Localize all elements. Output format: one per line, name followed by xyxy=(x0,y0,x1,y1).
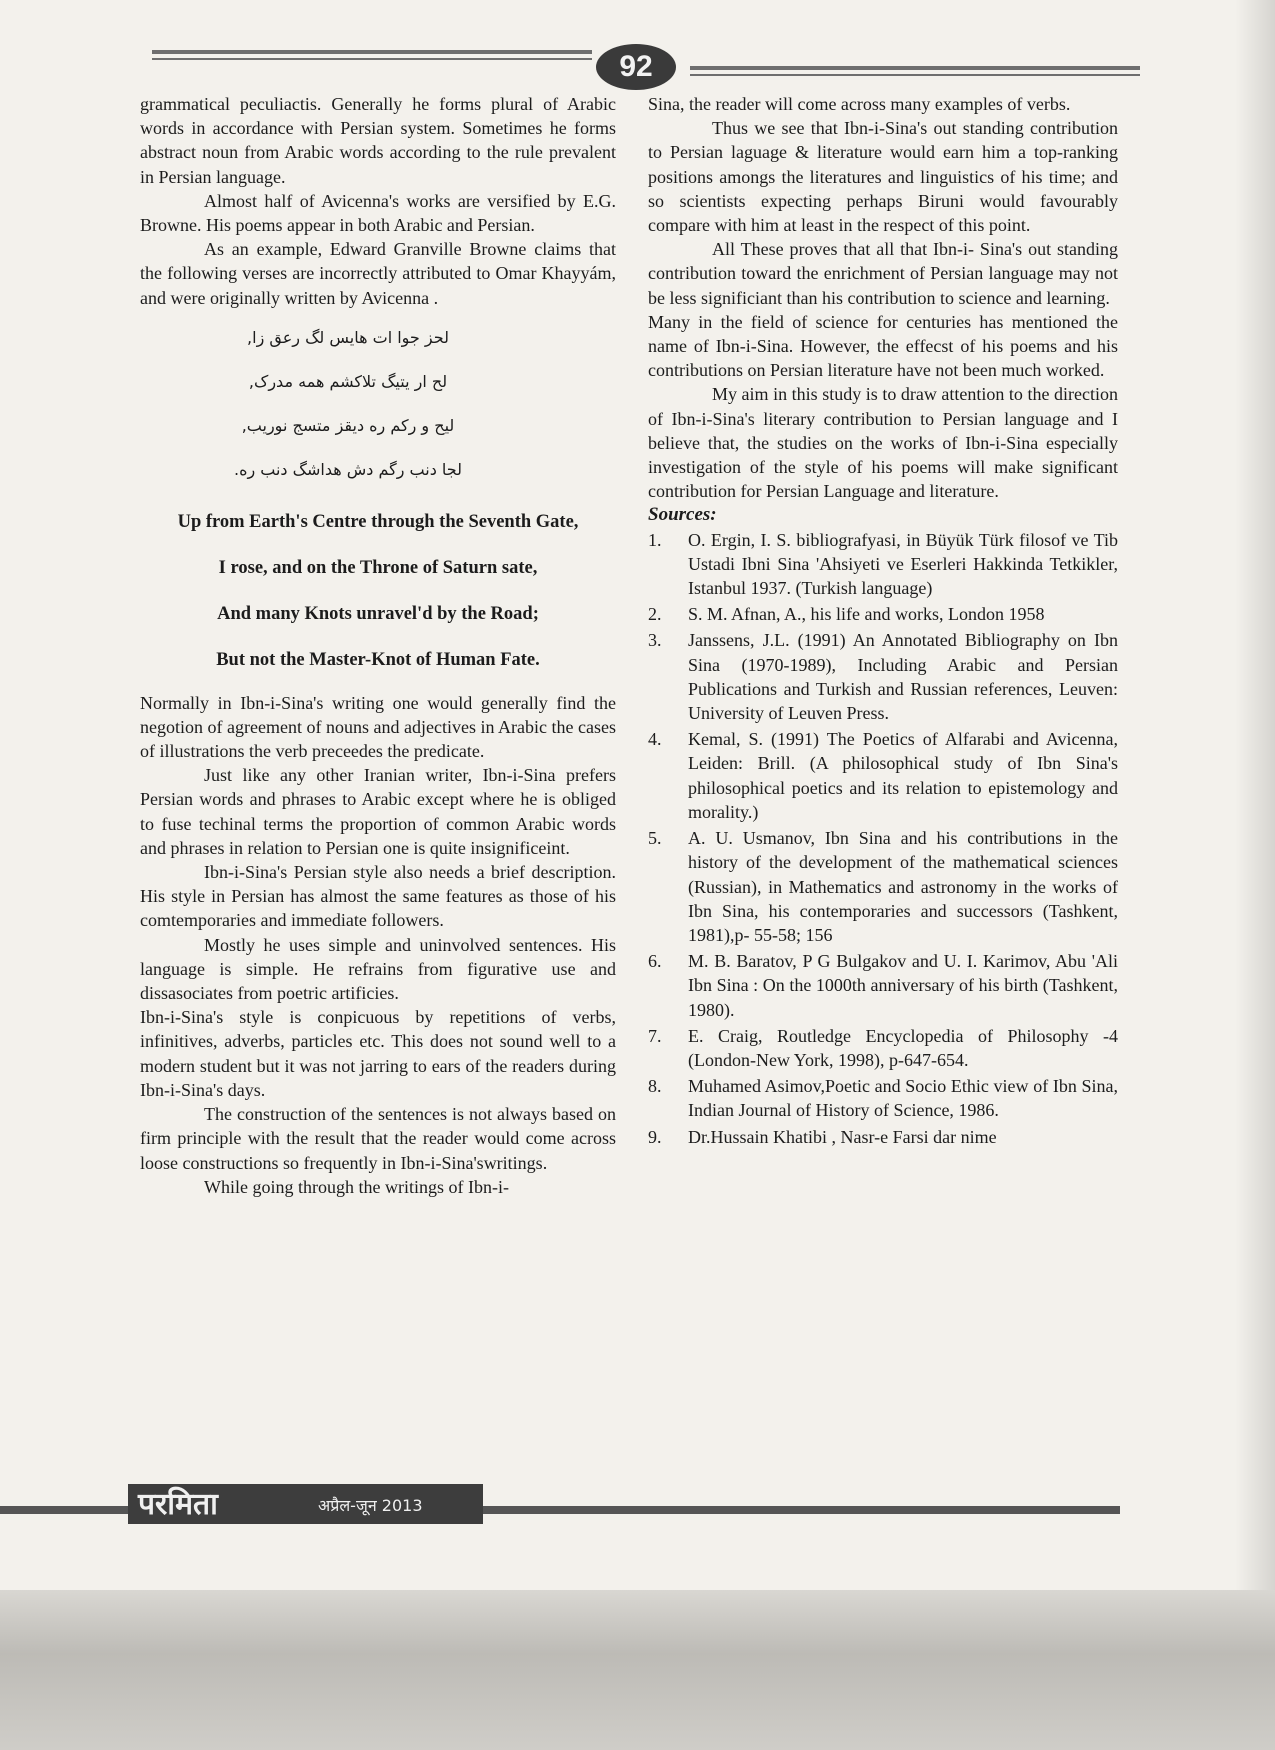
header-rule-left-thin xyxy=(152,58,592,60)
scan-background xyxy=(0,1590,1275,1750)
paragraph: Normally in Ibn-i-Sina's writing one would generally find the negotion of agreement of nouns and adjectives in Arabic the cases of illustrations the verb preceedes the predicate. xyxy=(140,692,616,762)
paragraph: The construction of the sentences is not always based on firm principle with the result that the reader would come across loose constructions so frequently in Ibn-i-Sina'swritings. xyxy=(140,1104,616,1173)
paragraph: Many in the field of science for centuries has mentioned the name of Ibn-i-Sina. However, the effecst of his poems and his contributions on Persian literature have not been much worked. xyxy=(648,311,1118,381)
source-item: 2. S. M. Afnan, A., his life and works, London 1958 xyxy=(648,604,1045,625)
source-item: 1. O. Ergin, I. S. bibliografyasi, in Büyük Türk filosof ve Tib Ustadi Ibni Sina 'Ahsiyeti ve Eserleri Hakkinda Tetkikler, Istanbul 1937. (Turkish language) xyxy=(648,529,1118,599)
paragraph: As an example, Edward Granville Browne claims that the following verses are incorrectly attributed to Omar Khayyám, and were originally written by Avicenna . xyxy=(140,239,616,308)
persian-verse-line: لحز جوا ات هایس لگ رعق زا, xyxy=(247,327,449,347)
paragraph: My aim in this study is to draw attention to the direction of Ibn-i-Sina's literary contribution to Persian language and I believe that, the studies on the works of Ibn-i-Sina especially investigation of the style of his poems will make significant contribution for Persian Language and literature. xyxy=(648,384,1118,502)
persian-verse-line: لح ار یتیگ تلاکشم همه مدرک, xyxy=(248,371,448,391)
english-verse-line: I rose, and on the Throne of Saturn sate, xyxy=(218,558,538,579)
sources-heading: Sources: xyxy=(648,504,717,526)
paragraph: Ibn-i-Sina's Persian style also needs a brief description. His style in Persian has almost the same features as those of his comtemporaries and immediate followers. xyxy=(140,862,616,931)
persian-verse-line: لجا دنب رگم دش هداشگ دنب ره. xyxy=(233,459,463,479)
page-number: 92 xyxy=(596,44,676,90)
source-item: 5. A. U. Usmanov, Ibn Sina and his contributions in the history of the development of the mathematical sciences (Russian), in Mathematics and astronomy in the works of Ibn Sina, his contemporaries and successors (Tashkent, 1981),p- 55-58; 156 xyxy=(648,828,1118,945)
left-column xyxy=(140,92,616,1199)
header-rule-right-thin xyxy=(690,74,1140,76)
source-item: 4. Kemal, S. (1991) The Poetics of Alfarabi and Avicenna, Leiden: Brill. (A philosophical study of Ibn Sina's philosophical poetics and its relation to epistemology and morality.) xyxy=(648,729,1118,822)
source-item: 6. M. B. Baratov, P G Bulgakov and U. I. Karimov, Abu 'Ali Ibn Sina : On the 1000th anniversary of his birth (Tashkent, 1980). xyxy=(648,951,1118,1020)
english-verse-line: Up from Earth's Centre through the Seventh Gate, xyxy=(177,511,579,532)
issue-date: अप्रैल-जून 2013 xyxy=(318,1496,423,1515)
header-rule-left xyxy=(152,50,592,54)
paragraph: All These proves that all that Ibn-i- Sina's out standing contribution toward the enrichment of Persian language may not be less significiant than his contribution to science and learning. xyxy=(648,239,1118,308)
source-item: 7. E. Craig, Routledge Encyclopedia of Philosophy -4 (London-New York, 1998), p-647-654. xyxy=(648,1025,1118,1070)
paragraph: Thus we see that Ibn-i-Sina's out standing contribution to Persian laguage & literature would earn him a top-ranking positions amongs the literatures and linguistics of his time; and so scientists expecting perhaps Biruni would favourably compare with him at least in the respect of this point. xyxy=(648,118,1118,236)
english-verse-line: And many Knots unravel'd by the Road; xyxy=(217,604,539,625)
paragraph: While going through the writings of Ibn-i- xyxy=(204,1176,509,1197)
right-column xyxy=(648,92,1118,1151)
source-item: 3. Janssens, J.L. (1991) An Annotated Bibliography on Ibn Sina (1970-1989), Including Arabic and Persian Publications and Turkish and Russian references, Leuven: University of Leuven Press. xyxy=(648,630,1118,724)
persian-verse-line: لیح و رکم ره دیقز متسج نوریب, xyxy=(241,415,455,435)
english-verse-line: But not the Master-Knot of Human Fate. xyxy=(216,650,540,671)
paragraph: Mostly he uses simple and uninvolved sentences. His language is simple. He refrains from figurative use and dissasociates from poetric artificies. xyxy=(140,934,616,1004)
source-item: 8. Muhamed Asimov,Poetic and Socio Ethic view of Ibn Sina, Indian Journal of History of Science, 1986. xyxy=(648,1076,1118,1121)
paragraph: Just like any other Iranian writer, Ibn-i-Sina prefers Persian words and phrases to Arabic except where he is obliged to fuse techinal terms the proportion of common Arabic words and phrases in relation to Persian one is quite insignificeint. xyxy=(140,765,616,858)
page-edge-shadow xyxy=(1235,0,1275,1600)
paragraph: Ibn-i-Sina's style is conpicuous by repetitions of verbs, infinitives, adverbs, particles etc. This does not sound well to a modern student but it was not jarring to ears of the readers during Ibn-i-Sina's days. xyxy=(140,1007,616,1100)
magazine-title: परमिता xyxy=(138,1487,218,1522)
header-rule-right xyxy=(690,66,1140,70)
paragraph: grammatical peculiactis. Generally he forms plural of Arabic words in accordance with Persian system. Sometimes he forms abstract noun from Arabic words according to the rule prevalent in Persian language. xyxy=(140,94,616,187)
footer-label xyxy=(128,1484,483,1524)
paragraph: Almost half of Avicenna's works are versified by E.G. Browne. His poems appear in both Arabic and Persian. xyxy=(140,190,616,236)
source-item: 9. Dr.Hussain Khatibi , Nasr-e Farsi dar nime xyxy=(648,1126,997,1147)
paragraph: Sina, the reader will come across many examples of verbs. xyxy=(648,94,1071,114)
sources-list xyxy=(648,528,1118,1149)
